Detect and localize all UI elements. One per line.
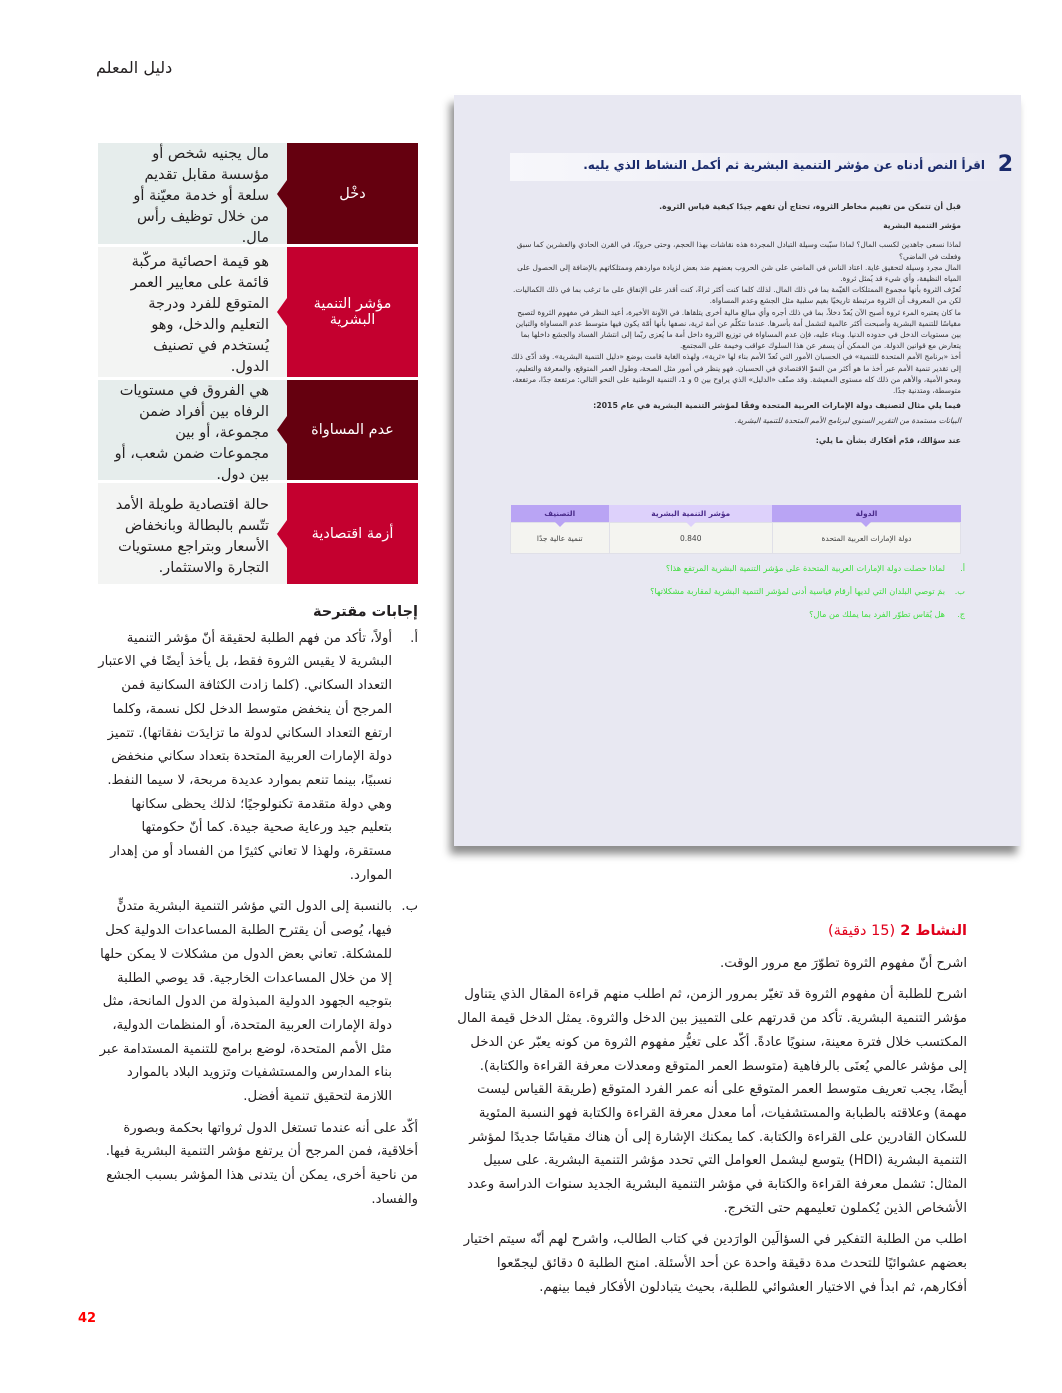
answers-title: إجابات مقترحة xyxy=(313,604,418,620)
glossary-term: عدم المساواة xyxy=(287,380,418,480)
glossary-row-crisis xyxy=(98,483,418,584)
activity-paragraph: اطلب من الطلبة التفكير في السؤالَين الوارَدين في كتاب الطالب، واشرح لهم أنّه سيتم اختيار بعضهم عشوائيًا للتحدث مدة دقيقة واحدة عن أحد الأسئلة. امنح الطلبة ٥ دقائق ليجمّعوا أفكارهم، ثم ابدأ في الاختيار العشوائي للطلبة، بحيث يتبادلون الأفكار فيما بينهم. xyxy=(463,1232,967,1295)
book-subtitle: مؤشر التنمية البشرية xyxy=(883,221,961,231)
answers-note: أكّد على أنه عندما تستغل الدول ثرواتها بحكمة وبصورة أخلاقية، فمن المرجح أن يرتفع مؤشر التنمية البشرية فيها. من ناحية أخرى، يمكن أن يتدنى هذا المؤشر بسبب الجشع والفساد. xyxy=(105,1120,418,1207)
book-intro: قبل أن تتمكن من تقييم مخاطر الثروة، تحتاج أن تفهم جيدًا كيفية قياس الثروة. xyxy=(659,202,961,211)
table-header-row xyxy=(511,505,961,523)
glossary-definition: حالة اقتصادية طويلة الأمد تتّسم بالبطالة وبانخفاض الأسعار وبتراجع مستويات التجارة والاستثمار. xyxy=(98,483,287,584)
glossary-row-income xyxy=(98,143,418,244)
glossary xyxy=(98,143,418,587)
book-question xyxy=(650,609,965,632)
answer-item xyxy=(98,895,418,1108)
example-title: فيما يلي مثال لتصنيف دولة الإمارات العربية المتحدة وفقًا لمؤشر التنمية البشرية في عام 2015: xyxy=(593,401,961,411)
table-header: مؤشر التنمية البشرية xyxy=(609,505,772,523)
question-label: ج. xyxy=(957,609,965,619)
running-head: دليل المعلم xyxy=(96,58,173,77)
table-cell: 0.840 xyxy=(609,523,772,554)
book-paragraph: تُعرّف الثروة بأنها مجموع الممتلكات القيّمة بما في ذلك المال. لذلك كلما كنت أكثر ثراءً، كنت أقدر على الإنفاق على ما ترغب بما في ذلك الكماليات. لكن من المعروف أن الثروة مرتبطة تاريخيًا بقيم سلبية مثل الجشع وعدم المساواة. xyxy=(513,285,961,306)
hdi-table xyxy=(510,505,961,554)
table-header: التصنيف xyxy=(511,505,610,523)
question-text: هل يُقاس تطوّر الفرد بما يملك من مال؟ xyxy=(809,609,945,619)
answer-label: ب. xyxy=(401,899,418,915)
book-body xyxy=(510,201,961,454)
question-text: بمَ توصي البلدان التي لديها أرقام قياسية أدنى لمؤشر التنمية البشرية لمقاربة مشكلاتها؟ xyxy=(650,586,945,596)
glossary-definition: مال يجنيه شخص أو مؤسسة مقابل تقديم سلعة أو خدمة معيّنة أو من خلال توظيف رأس مال. xyxy=(98,143,287,244)
table-cell: تنمية عالية جدًا xyxy=(511,523,610,554)
answer-label: أ. xyxy=(410,630,418,646)
question-label: أ. xyxy=(960,563,965,573)
question-instruction: اقرأ النص أدناه عن مؤشر التنمية البشرية ثم أكمل النشاط الذي يليه. xyxy=(583,158,985,172)
table-cell: دولة الإمارات العربية المتحدة xyxy=(772,523,960,554)
answer-text: أولاً، تأكد من فهم الطلبة لحقيقة أنّ مؤشر التنمية البشرية لا يقيس الثروة فقط، بل يأخذ أيضًا في الاعتبار التعداد السكاني. (كلما زادت الكثافة السكانية فمن المرجح أن ينخفض متوسط الدخل لكل نسمة، وكلما ارتفع التعداد السكاني لدولة ما تزايدَت نفقاتها). تتميز دولة الإمارات العربية المتحدة بتعداد سكاني منخفض نسبيًا، بينما تنعم بموارد عديدة مربحة، لا سيما النفط. وهي دولة متقدمة تكنولوجيًا؛ لذلك يحظى سكانها بتعليم جيد ورعاية صحية جيدة. كما أنّ حكومتها مستقرة، ولهذا لا تعاني كثيرًا من الفساد أو من إهدار الموارد. xyxy=(98,630,392,883)
activity-objective: اشرح أنّ مفهوم الثروة تطوّرَ مع مرور الوقت. xyxy=(720,955,967,971)
book-paragraph: المال مجرد وسيلة لتحقيق غاية. اعتاد الناس في الماضي على شن الحروب بعضهم ضد بعض لزيادة مواردهم وممتلكاتهم بالإضافة إلى الحصول على المياه النظيفة، وأي شيء قد يُمثل ثروة. xyxy=(517,262,961,284)
table-row xyxy=(511,523,961,554)
answer-text: بالنسبة إلى الدول التي مؤشر التنمية البشرية متدنٍّ فيها، يُوصى أن يقترح الطلبة المساعدات الدولية كحل للمشكلة. تعاني بعض الدول من مشكلات لا يمكن حلها إلا من خلال المساعدات الخارجية. قد يوصي الطلبة بتوجيه الجهود الدولية المبذولة من الدول المانحة، مثل دولة الإمارات العربية المتحدة، أو المنظمات الدولية، مثل الأمم المتحدة، لوضع برامج للتنمية المستدامة عبر بناء المدارس والمستشفيات وتزويد البلاد بالموارد اللازمة لتحقيق تنمية أفضل. xyxy=(99,899,392,1105)
book-question xyxy=(650,586,965,609)
activity-section xyxy=(453,920,967,1308)
glossary-definition: هي الفروق في مستويات الرفاه بين أفراد ضمن مجموعة، أو بين مجموعات ضمن شعب، أو بين دول. xyxy=(98,380,287,480)
activity-paragraph: اشرح للطلبة أن مفهوم الثروة قد تغيّر بمرور الزمن، ثم اطلب منهم قراءة المقال الذي يتناول مؤشر التنمية البشرية. تأكد من قدرتهم على التمييز بين الدخل والثروة. يمثل الدخل قيمة المال المكتسب خلال فترة معينة، سنويًا عادةً. أكّد على تغيُّر مفهوم الثروة من كونه يعبّر عن الدخل إلى مؤشر عالمي يُعنَى بالرفاهية (متوسط العمر المتوقع ومعدلات معرفة القراءة والكتابة). أيضًا، يجب تعريف متوسط العمر المتوقع على أنه عمر الفرد المتوقع (طريقة القياس ليست مهمة) وعلاقته بالطبابة والمستشفيات، أما معدل معرفة القراءة والكتابة فهو النسبة المئوية للسكان القادرين على القراءة والكتابة. كما يمكنك الإشارة إلى أن هناك مقياسًا جديدًا لمؤشر التنمية البشرية (HDI) يتوسع ليشمل العوامل التي تحدد مؤشر التنمية البشرية. على سبيل المثال: تشمل معرفة القراءة والكتابة في مؤشر التنمية البشرية الجديد سنوات الدراسة وعدد الأشخاص الذين يُكملون تعليمهم حتى التخرج. xyxy=(457,987,967,1216)
glossary-term: دخْل xyxy=(287,143,418,244)
suggested-answers xyxy=(98,601,418,1212)
glossary-term: مؤشر التنمية البشرية xyxy=(287,247,418,377)
table-header: الدولة xyxy=(772,505,960,523)
activity-title xyxy=(453,920,967,944)
book-questions xyxy=(650,563,965,632)
book-paragraph: لماذا نسعى جاهدين لكسب المال؟ لماذا سبّبت وسيلة التبادل المجردة هذه نقاشات بهذا الحجم، وحتى حروبًا، في القرن الحادي والعشرين كما سبق وفعلت في الماضي؟ xyxy=(516,240,961,261)
glossary-row-hdi xyxy=(98,247,418,377)
book-paragraph: أخذ «برنامج الأمم المتحدة للتنمية» في الحسبان الأمور التي تُعدّ الأمم بناء لها «ثرية»، ولهذه الغاية قامت بوضع «دليل التنمية البشرية». وقد أدّى ذلك إلى تقدير تنمية الأمم عبر أخذ ما هو أكثر من النموّ الاقتصادي في الحسبان. فهو ينظر في أمور مثل الصحة، وطول العمر المتوقع، والمعرفة والتعليم، ومحو الأمية، والأهم من ذلك كله مستوى المعيشة. وقد صنّف «الدليل» الذي يراوح بين 0 و 1، التنمية الوطنية على النحو التالي: مرتفعة جدًا، مرتفعة، متوسطة، ومتدنية جدًا. xyxy=(511,352,961,396)
book-question xyxy=(650,563,965,586)
glossary-term: أزمة اقتصادية xyxy=(287,483,418,584)
book-prompt: عند سؤالك، قدّم أفكارك بشأن ما يلي: xyxy=(815,435,961,445)
student-book-excerpt xyxy=(454,95,1021,846)
activity-duration: (15 دقيقة) xyxy=(827,923,896,939)
book-paragraph: ما كان يعتبره المرء ثروة أصبح الآن يُعدّ دخلاً، بما في ذلك أجره وأي مبالغ مالية أخرى يتلقاها. في الآونة الأخيرة، أعيد النظر في مفهوم الثروة لتصبح مقياسًا للتنمية البشرية وأصبحت أكثر عالمية لتشمل أمة بأسرها. عندما نتكلّم عن أمة ثرية، نصفها بأنها أمّة يكون فيها متوسط عدم المساواة والتباين بين مستويات الدخل في حدوده الدنيا. وبناء عليه، فإن عدم المساواة في توزيع الثروة داخل أمة ما يُعزى ربّما إلى انتشار الفساد والجشع داخلها بما يتعارض مع قوانين الدولة. من الممكن أن يسفر عن هذا السلوك عواقب وخيمة على المجتمع. xyxy=(515,307,961,351)
source-note: البيانات مستمدة من التقرير السنوي لبرنامج الأمم المتحدة للتنمية البشرية. xyxy=(734,416,961,426)
glossary-row-inequality xyxy=(98,380,418,483)
question-label: ب. xyxy=(954,586,965,596)
page-number: 42 xyxy=(78,1311,97,1326)
glossary-definition: هو قيمة احصائية مركّبة قائمة على معايير العمر المتوقع للفرد ودرجة التعليم والدخل، وهو يُستخدم في تصنيف الدول. xyxy=(98,247,287,377)
question-text: لماذا حصلت دولة الإمارات العربية المتحدة على مؤشر التنمية البشرية المرتفع هذا؟ xyxy=(665,563,945,573)
answer-item xyxy=(98,627,418,888)
activity-label: النشاط 2 xyxy=(900,923,967,939)
question-number: 2 xyxy=(997,152,1013,177)
